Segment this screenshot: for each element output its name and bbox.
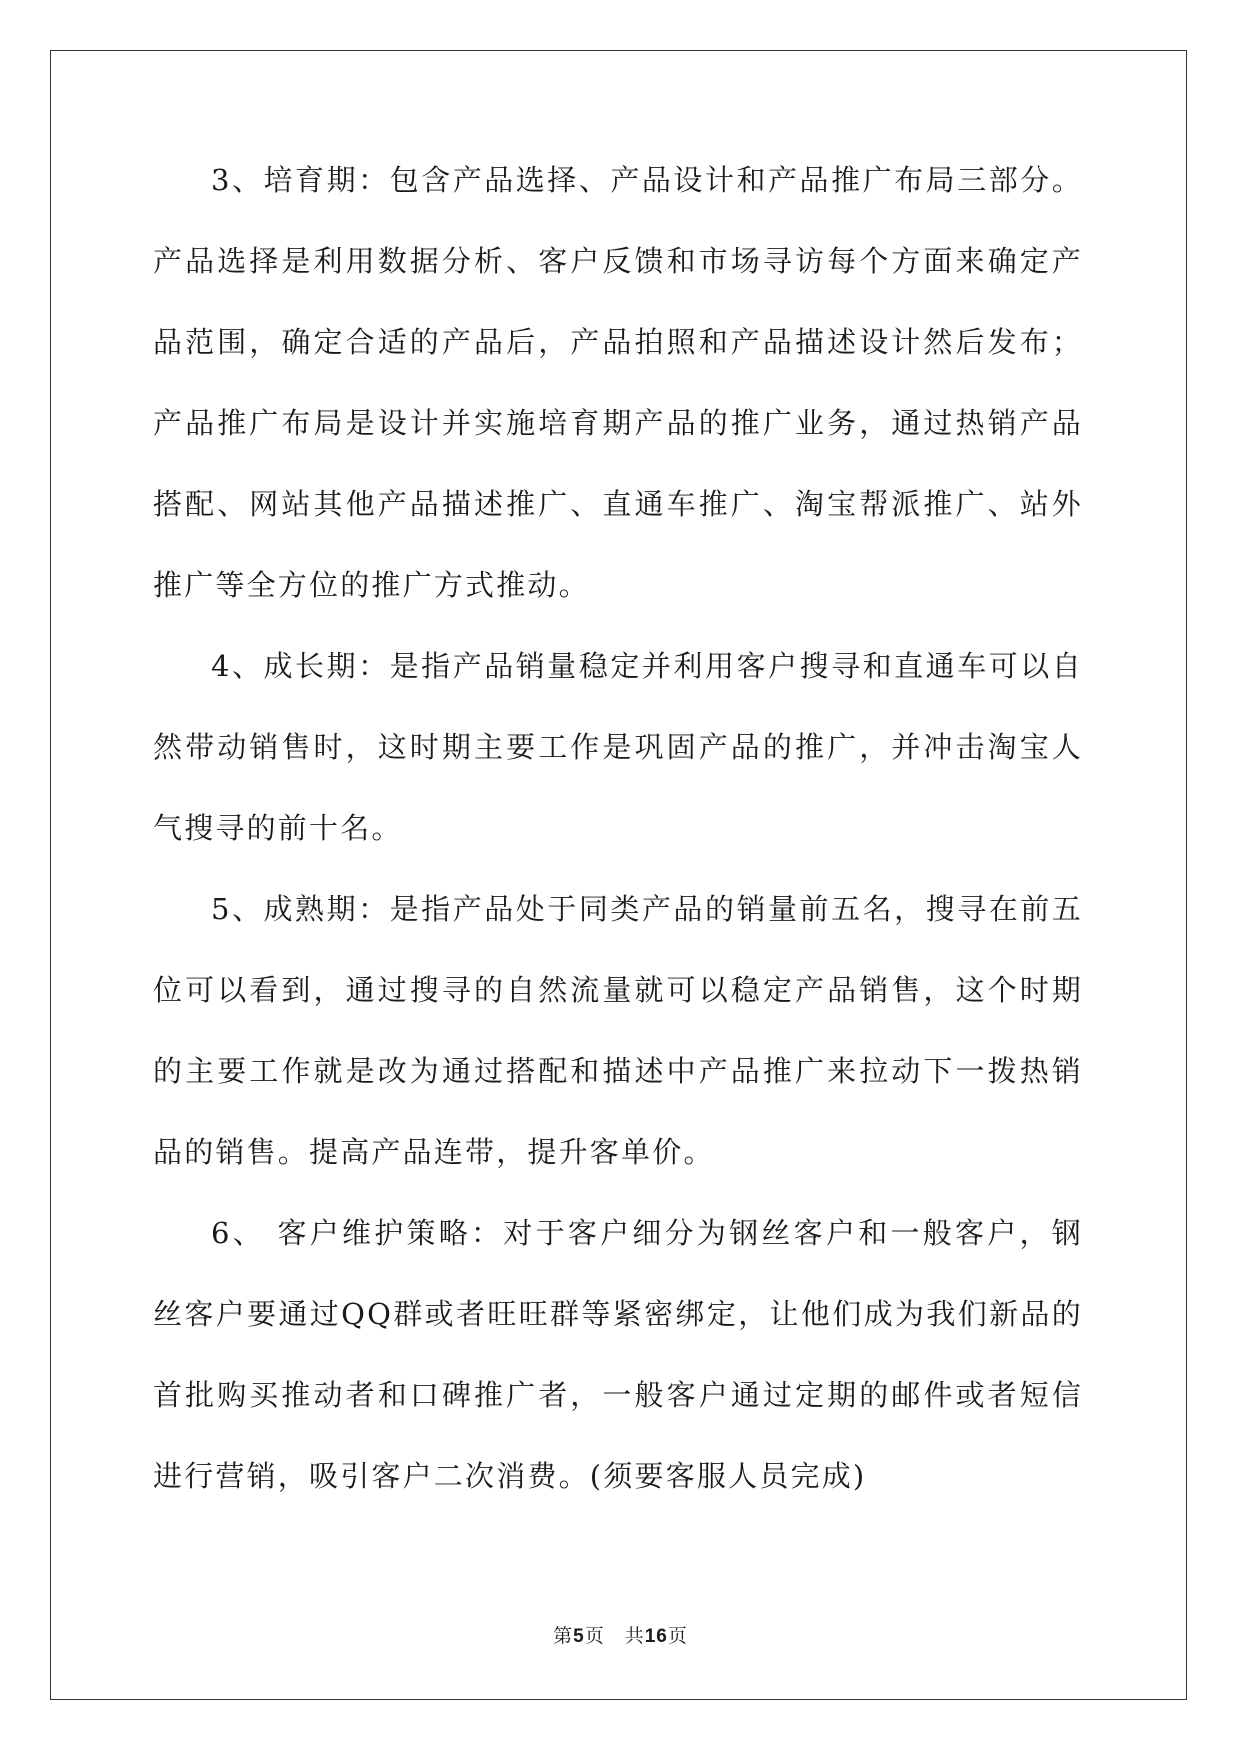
total-pages-number: 16	[644, 1626, 668, 1647]
paragraph-growth-stage: 4、成长期：是指产品销量稳定并利用客户搜寻和直通车可以自然带动销售时，这时期主要工作是巩固产品的推广，并冲击淘宝人气搜寻的前十名。	[153, 649, 1083, 845]
paragraph-customer-maintenance: 6、 客户维护策略：对于客户细分为钢丝客户和一般客户，钢丝客户要通过QQ群或者旺旺群等紧密绑定，让他们成为我们新品的首批购买推动者和口碑推广者，一般客户通过定期的邮件或者短信进行营销，吸引客户二次消费。(须要客服人员完成)	[153, 1216, 1083, 1493]
footer-prefix: 第	[553, 1625, 574, 1647]
footer-total-prefix: 共	[624, 1625, 645, 1647]
current-page-number: 5	[573, 1626, 585, 1647]
footer-total-suffix: 页	[667, 1625, 688, 1647]
paragraph-maturity-stage: 5、成熟期：是指产品处于同类产品的销量前五名，搜寻在前五位可以看到，通过搜寻的自然流量就可以稳定产品销售，这个时期的主要工作就是改为通过搭配和描述中产品推广来拉动下一拨热销品的销售。提高产品连带，提升客单价。	[153, 892, 1083, 1169]
footer-page-suffix: 页	[584, 1625, 605, 1647]
paragraph-incubation-stage: 3、培育期：包含产品选择、产品设计和产品推广布局三部分。产品选择是利用数据分析、客户反馈和市场寻访每个方面来确定产品范围，确定合适的产品后，产品拍照和产品描述设计然后发布；产品推广布局是设计并实施培育期产品的推广业务，通过热销产品搭配、网站其他产品描述推广、直通车推广、淘宝帮派推广、站外推广等全方位的推广方式推动。	[153, 163, 1083, 602]
document-body	[153, 140, 1083, 1517]
page-footer	[0, 1621, 1241, 1648]
